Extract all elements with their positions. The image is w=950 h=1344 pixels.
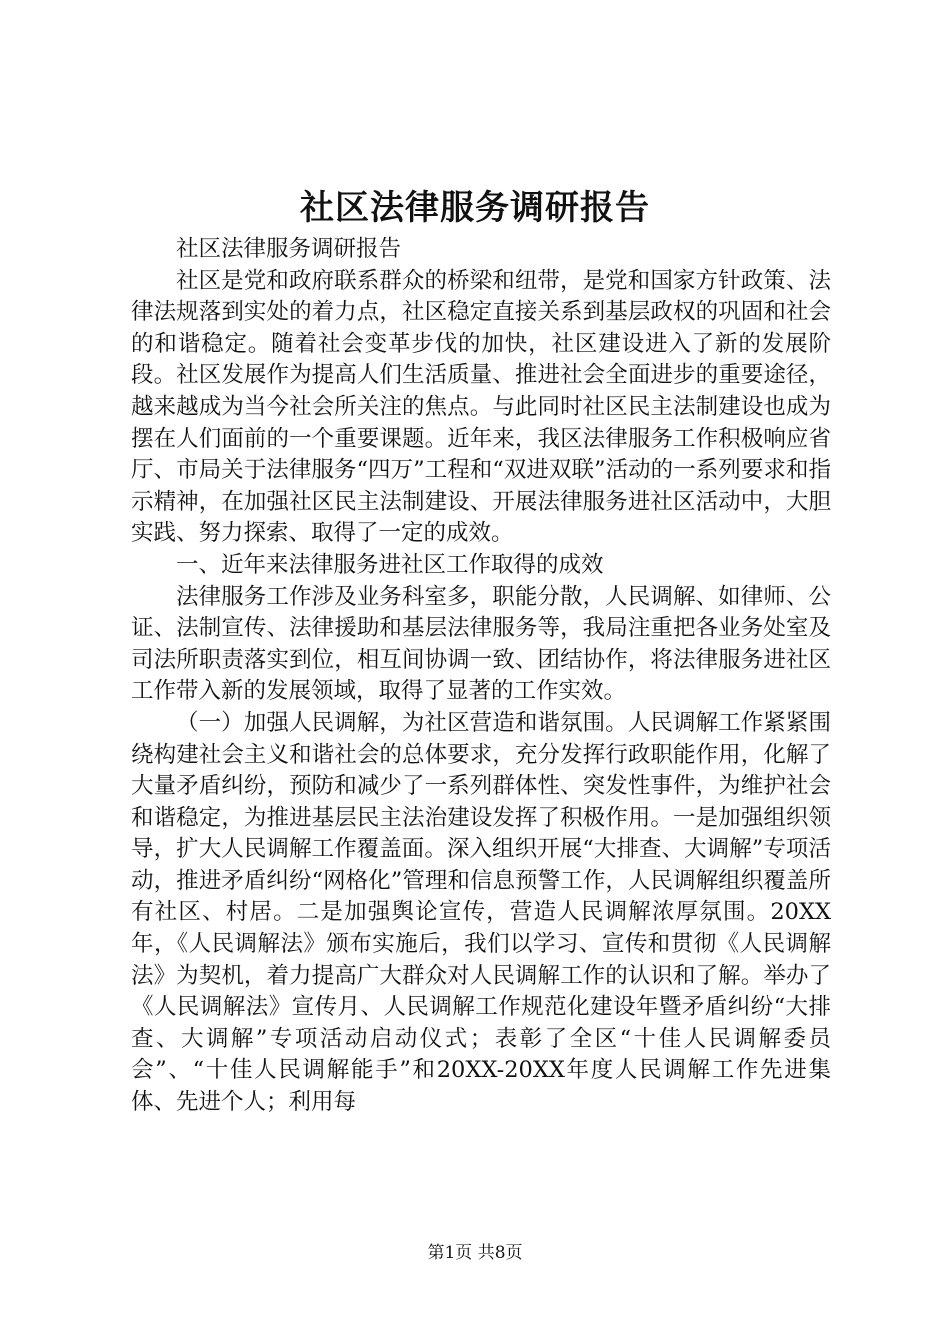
paragraph-intro: 社区是党和政府联系群众的桥梁和纽带，是党和国家方针政策、法律法规落到实处的着力点，社区稳定直接关系到基层政权的巩固和社会的和谐稳定。随着社会变革步伐的加快，社区建设进入了新的发展阶段。社区发展作为提高人们生活质量、推进社会全面进步的重要途径，越来越成为当今社会所关注的焦点。与此同时社区民主法制建设也成为摆在人们面前的一个重要课题。近年来，我区法律服务工作积极响应省厅、市局关于法律服务“四万”工程和“双进双联”活动的一系列要求和指示精神，在加强社区民主法制建设、开展法律服务进社区活动中，大胆实践、努力探索、取得了一定的成效。 xyxy=(131,267,831,547)
paragraph-subtitle: 社区法律服务调研报告 xyxy=(176,236,402,262)
document-title: 社区法律服务调研报告 xyxy=(300,188,650,228)
section-heading: 一、近年来法律服务进社区工作取得的成效 xyxy=(176,551,604,578)
paragraph-mediation: （一）加强人民调解，为社区营造和谐氛围。人民调解工作紧紧围绕构建社会主义和谐社会的总体要求，充分发挥行政职能作用，化解了大量矛盾纠纷，预防和减少了一系列群体性、突发性事件，为维护社会和谐稳定，为推进基层民主法治建设发挥了积极作用。一是加强组织领导，扩大人民调解工作覆盖面。深入组织开展“大排查、大调解”专项活动，推进矛盾纠纷“网格化”管理和信息预警工作，人民调解组织覆盖所有社区、村居。二是加强舆论宣传，营造人民调解浓厚氛围。20XX年，《人民调解法》颁布实施后，我们以学习、宣传和贯彻《人民调解法》为契机，着力提高广大群众对人民调解工作的认识和了解。举办了《人民调解法》宣传月、人民调解工作规范化建设年暨矛盾纠纷“大排查、大调解”专项活动启动仪式；表彰了全区“十佳人民调解委员会”、“十佳人民调解能手”和20XX-20XX年度人民调解工作先进集体、先进个人；利用每 xyxy=(131,709,831,1116)
page-footer: 第1页 共8页 xyxy=(427,1243,523,1263)
document-body xyxy=(131,234,831,1119)
paragraph-overview: 法律服务工作涉及业务科室多，职能分散，人民调解、如律师、公证、法制宣传、法律援助和基层法律服务等，我局注重把各业务处室及司法所职责落实到位，相互间协调一致、团结协作，将法律服务进社区工作带入新的发展领域，取得了显著的工作实效。 xyxy=(131,583,831,705)
